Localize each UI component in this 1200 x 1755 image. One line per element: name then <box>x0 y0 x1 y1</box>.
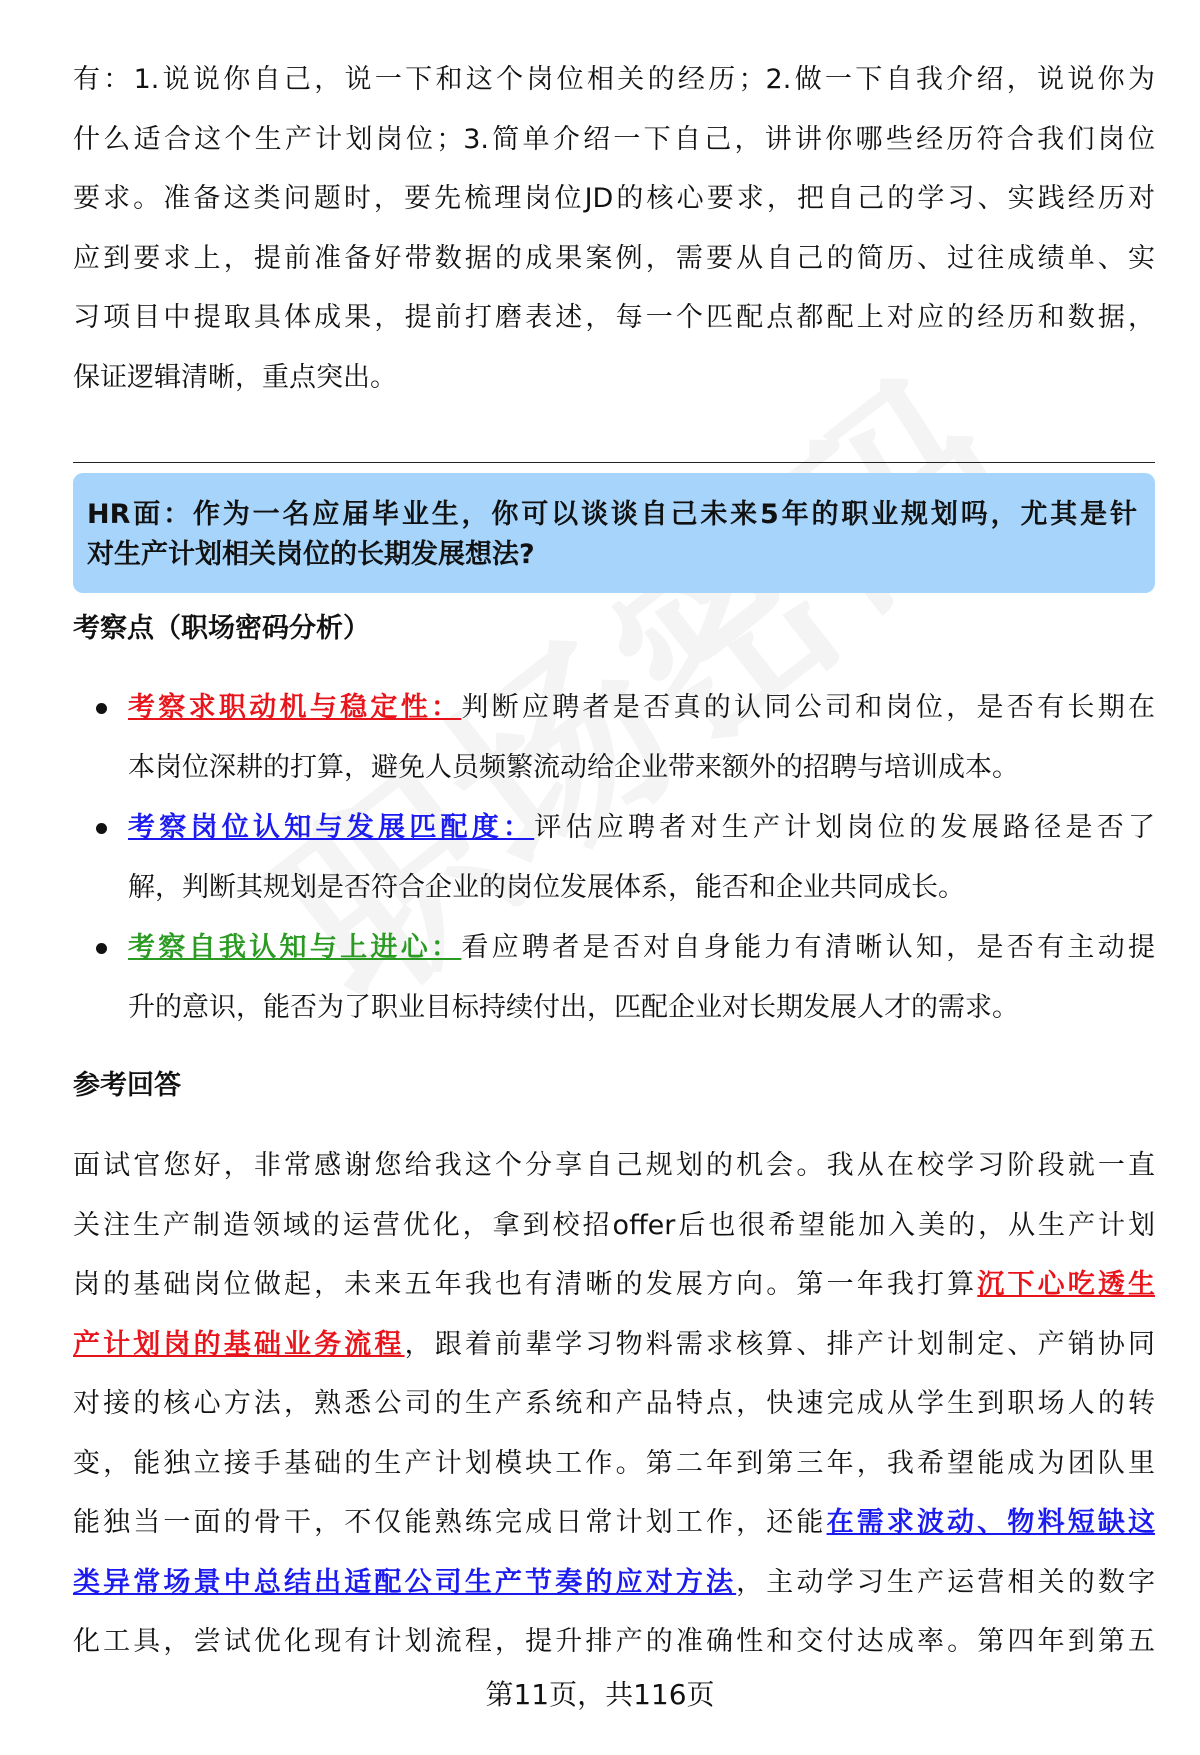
text-line: 要求。准备这类问题时，要先梳理岗位JD的核心要求，把自己的学习、实践经历对 <box>73 183 1155 214</box>
points-heading: 考察点（职场密码分析） <box>73 613 370 644</box>
bullet-dot-icon <box>96 823 107 834</box>
answer-line <box>73 1206 1155 1246</box>
text-segment: 化工具，尝试优化现有计划流程，提升排产的准确性和交付达成率。第四年到第五 <box>73 1626 1155 1657</box>
bullet-dot-icon <box>96 943 107 954</box>
text-line: 什么适合这个生产计划岗位；3.简单介绍一下自己，讲讲你哪些经历符合我们岗位 <box>73 123 1155 155</box>
text-segment: 岗的基础岗位做起，未来五年我也有清晰的发展方向。第一年我打算 <box>73 1269 978 1300</box>
bullet-item <box>128 688 1155 728</box>
answer-line <box>73 1265 1155 1305</box>
bullet-text-line: 解，判断其规划是否符合企业的岗位发展体系，能否和企业共同成长。 <box>128 871 965 903</box>
section-divider <box>73 462 1155 463</box>
bullet-item <box>128 928 1155 968</box>
highlight-text: 产计划岗的基础业务流程 <box>73 1328 405 1360</box>
answer-line <box>73 1325 1155 1365</box>
highlight-text: 在需求波动、物料短缺这 <box>826 1507 1156 1538</box>
bullet-item <box>128 808 1155 848</box>
bullet-text: 看应聘者是否对自身能力有清晰认知，是否有主动提 <box>461 932 1156 963</box>
answer-heading: 参考回答 <box>73 1070 181 1101</box>
answer-line <box>73 1384 1155 1424</box>
answer-line <box>73 1563 1155 1603</box>
answer-line <box>73 1622 1155 1662</box>
text-segment: 面试官您好，非常感谢您给我这个分享自己规划的机会。我从在校学习阶段就一直 <box>73 1150 1155 1181</box>
text-line: 保证逻辑清晰，重点突出。 <box>73 361 397 393</box>
bullet-label: 考察岗位认知与发展匹配度： <box>128 812 535 843</box>
answer-line <box>73 1444 1155 1484</box>
text-segment: ，跟着前辈学习物料需求核算、排产计划制定、产销协同 <box>404 1328 1156 1360</box>
text-segment: 关注生产制造领域的运营优化，拿到校招offer后也很希望能加入美的，从生产计划 <box>73 1209 1155 1241</box>
bullet-label: 考察自我认知与上进心： <box>128 932 462 963</box>
text-segment: ，主动学习生产运营相关的数字 <box>736 1566 1156 1598</box>
bullet-label: 考察求职动机与稳定性： <box>128 692 462 723</box>
question-line: HR面：作为一名应届毕业生，你可以谈谈自己未来5年的职业规划吗，尤其是针 <box>87 499 1137 530</box>
text-line: 习项目中提取具体成果，提前打磨表述，每一个匹配点都配上对应的经历和数据， <box>73 302 1155 333</box>
text-segment: 对接的核心方法，熟悉公司的生产系统和产品特点，快速完成从学生到职场人的转 <box>73 1388 1155 1419</box>
text-segment: 能独当一面的骨干，不仅能熟练完成日常计划工作，还能 <box>73 1507 827 1538</box>
bullet-text: 判断应聘者是否真的认同公司和岗位，是否有长期在 <box>461 692 1156 723</box>
page-number: 第11页，共116页 <box>485 1678 715 1711</box>
bullet-dot-icon <box>96 703 107 714</box>
answer-line <box>73 1146 1155 1186</box>
highlight-text: 类异常场景中总结出适配公司生产节奏的应对方法 <box>73 1566 737 1598</box>
answer-line <box>73 1503 1155 1543</box>
text-line: 有：1.说说你自己，说一下和这个岗位相关的经历；2.做一下自我介绍，说说你为 <box>73 64 1155 95</box>
text-line: 应到要求上，提前准备好带数据的成果案例，需要从自己的简历、过往成绩单、实 <box>73 242 1155 274</box>
bullet-text: 评估应聘者对生产计划岗位的发展路径是否了 <box>534 812 1155 843</box>
text-segment: 变，能独立接手基础的生产计划模块工作。第二年到第三年，我希望能成为团队里 <box>73 1447 1155 1479</box>
question-line: 对生产计划相关岗位的长期发展想法? <box>87 539 535 570</box>
bullet-text-line: 升的意识，能否为了职业目标持续付出，匹配企业对长期发展人才的需求。 <box>128 991 1019 1023</box>
highlight-text: 沉下心吃透生 <box>977 1269 1156 1300</box>
bullet-text-line: 本岗位深耕的打算，避免人员频繁流动给企业带来额外的招聘与培训成本。 <box>128 751 1019 783</box>
